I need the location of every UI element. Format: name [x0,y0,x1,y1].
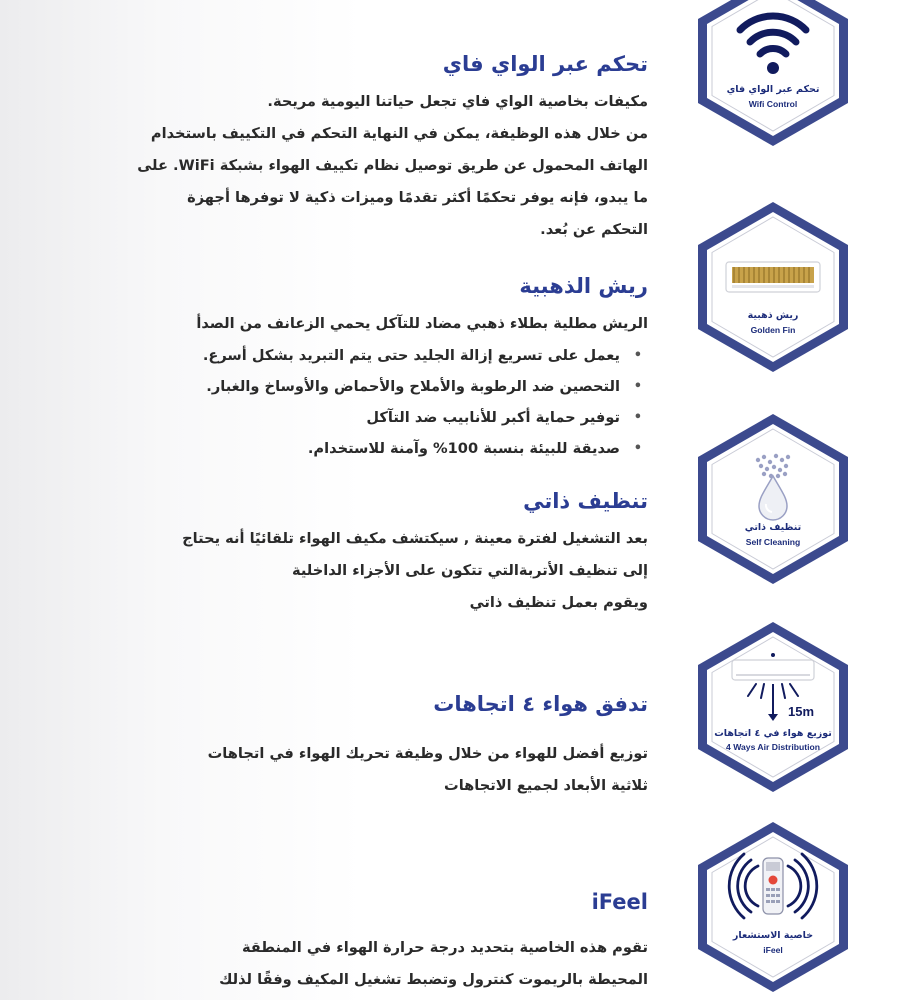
feature-text-line: المحيطة بالريموت كنترول وتضبط تشغيل المكيف وفقًا لذلك [219,971,648,988]
golden-fin-badge [688,198,858,376]
self-cleaning-badge [688,410,858,588]
feature-text-line: ويقوم بعمل تنظيف ذاتي [469,594,648,611]
feature-title: تنظيف ذاتي [523,489,648,513]
bullet-text: صديقة للبيئة بنسبة 100% وآمنة للاستخدام. [307,440,620,457]
feature-title: تحكم عبر الواي فاي [442,52,648,76]
feature-text-line: إلى تنظيف الأتربةالتي تتكون على الأجزاء الداخلية [291,562,648,579]
air-distance-label: 15m [788,704,815,719]
bullet-dot: • [633,379,642,394]
badge-label-en: Wifi Control [748,99,798,109]
bullet-text: التحصين ضد الرطوبة والأملاح والأحماض والأوساخ والغبار. [206,378,620,395]
bullet-text: توفير حماية أكبر للأنابيب ضد التآكل [366,409,620,426]
badge-label-en: Self Cleaning [745,537,801,547]
feature-text-line: الهاتف المحمول عن طريق توصيل نظام تكييف الهواء بشبكة WiFi. على [137,157,648,174]
feature-title: iFeel [591,890,648,914]
badge-label-en: 4 Ways Air Distribution [726,742,820,752]
feature-bullet-list [48,340,648,464]
air-distribution-badge [688,618,858,796]
bullet-dot: • [633,410,642,425]
badge-label-en: iFeel [763,945,783,955]
ifeel-badge [688,818,858,996]
feature-text-line: تقوم هذه الخاصية بتحديد درجة حرارة الهواء في المنطقة [241,939,648,956]
feature-title: تدفق هواء ٤ اتجاهات [433,692,648,716]
badge-label-en: Golden Fin [750,325,796,335]
feature-text-line: مكيفات بخاصية الواي فاي تجعل حياتنا اليومية مريحة. [267,93,648,110]
feature-title: ريش الذهبية [519,274,648,298]
feature-text-line: ما يبدو، فإنه يوفر تحكمًا أكثر تقدمًا وميزات ذكية لا توفرها أجهزة [187,189,648,206]
feature-text-line: بعد التشغيل لفترة معينة , سيكتشف مكيف الهواء تلقائيًا أنه يحتاج [182,530,648,547]
badge-label-ar: توزيع هواء في ٤ اتجاهات [714,728,832,739]
bullet-dot: • [633,348,642,363]
feature-text-line: من خلال هذه الوظيفة، يمكن في النهاية التحكم في التكييف باستخدام [150,125,648,142]
list-item [48,340,648,371]
golden-fin-icon [726,262,820,292]
feature-text-line: التحكم عن بُعد. [540,221,648,238]
list-item [48,371,648,402]
list-item [48,402,648,433]
feature-intro: الريش مطلية بطلاء ذهبي مضاد للتآكل يحمي الزعانف من الصدأ [196,315,648,332]
bullet-text: يعمل على تسريع إزالة الجليد حتى يتم التبريد بشكل أسرع. [202,347,620,364]
badge-label-ar: ريش ذهبية [747,310,799,321]
bullet-dot: • [633,441,642,456]
wifi-control-badge [688,0,858,150]
feature-text-line: توزيع أفضل للهواء من خلال وظيفة تحريك الهواء في اتجاهات [207,745,648,762]
badge-label-ar: تحكم عبر الواي فاي [726,84,820,95]
badge-label-ar: تنظيف ذاتي [744,522,802,533]
list-item [48,433,648,464]
badge-label-ar: خاصية الاستشعار [732,930,814,941]
feature-text-line: ثلاثية الأبعاد لجميع الاتجاهات [444,777,648,794]
